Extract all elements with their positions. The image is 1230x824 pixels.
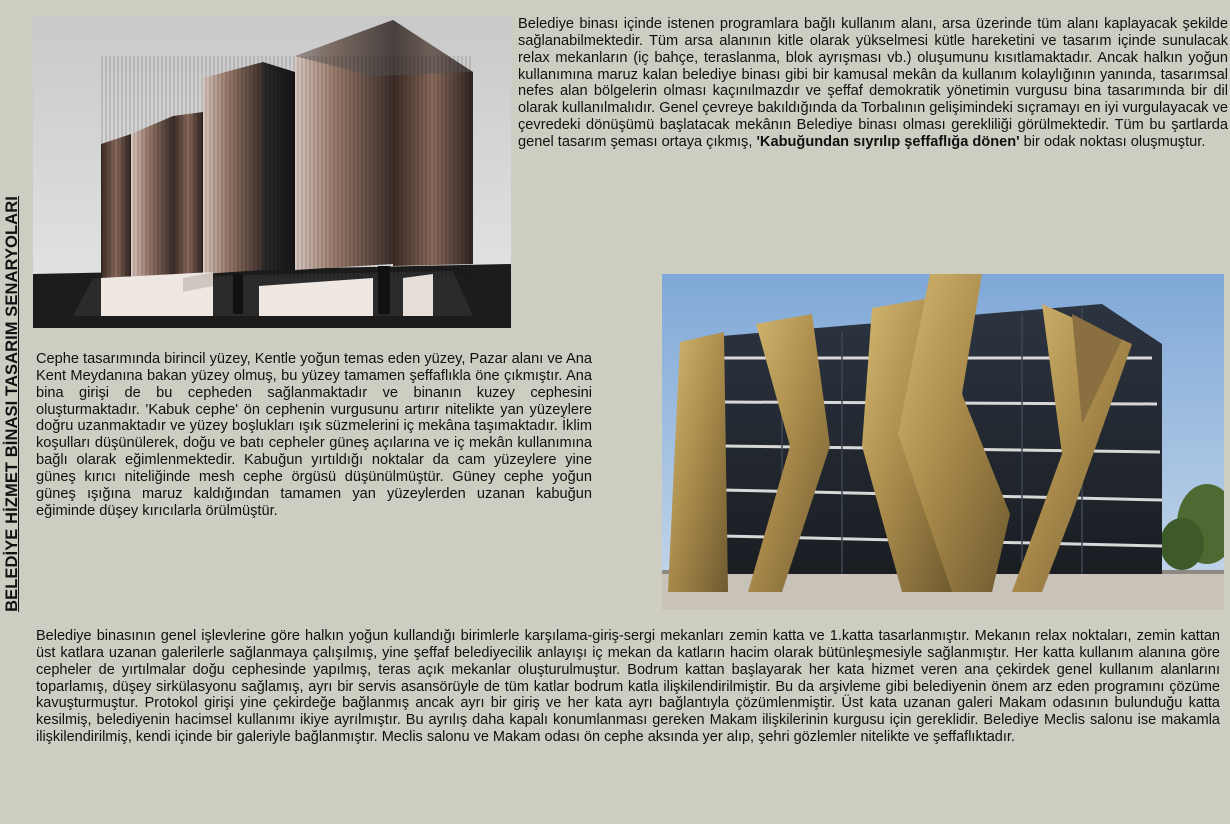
paragraph-facade-design: Cephe tasarımında birincil yüzey, Kentle yoğun temas eden yüzey, Pazar alanı ve Ana Kent Meydanına bakan yüzey olmuş, bu yüzey tamamen şeffaflıkla öne çıkmıştır. Ana bina girişi de bu cepheden sağlanmaktadır ve binanın kuzey cephesini oluşturmaktadır. 'Kabuk cephe' ön cephenin vurgusunu artırır nitelikte yan yüzeylere doğru uzanmaktadır ve yüzey boşlukları ışık süzmelerini iç mekâna taşımaktadır. İklim koşulları düşünülerek, doğu ve batı cepheler güneş açılarına ve iç mekân kullanımına bağlı olarak eğimlenmektedir. Kabuğun yırtıldığı noktalar da cam yüzeylere yine güneş kırıcı niteliğinde mesh cephe örgüsü düşünülmüştür. Güney cephe yoğun güneş ışığına maruz kaldığından tamamen yan yüzeylerden uzanan kabuğun eğiminde düşey kırıcılarla örülmüştür. (36, 351, 592, 519)
facade-render-image (662, 274, 1224, 610)
side-title: BELEDİYE HİZMET BİNASI TASARIM SENARYOLARI (3, 196, 21, 612)
paragraph-design-concept-tail: bir odak noktası oluşmuştur. (1019, 133, 1206, 150)
paragraph-design-concept-text: Belediye binası içinde istenen programlara bağlı kullanım alanı, arsa üzerinde tüm alanı kaplayacak şekilde sağlanabilmektedir. Tüm arsa alanının kitle olarak yükselmesi kütle hareketini ve tasarım içinde sunulacak relax mekanların (iç bahçe, teraslanma, blok ayrışması vb.) oluşumunu kısıtlamaktadır. Ancak halkın yoğun kullanımına maruz kalan belediye binası gibi bir kamusal mekân da kullanım kolaylığının yanında, tasarımsal nefes alan bölgelerin olması kaçınılmazdır ve şeffaf demokratik yönetimin vurgusu bina tasarımında bir dil olarak kullanılmalıdır. Genel çevreye bakıldığında da Torbalının gelişimindeki sıçramayı en iyi vurgulayacak ve çevredeki dönüşümü başlatacak mekânın Belediye binası olması gerekliliği görülmektedir. Tüm bu şartlarda genel tasarım şeması ortaya çıkmış, (518, 16, 1228, 150)
paragraph-design-concept (518, 16, 1228, 151)
concept-highlight: 'Kabuğundan sıyrılıp şeffaflığa dönen' (756, 133, 1020, 150)
paragraph-functional-layout: Belediye binasının genel işlevlerine göre halkın yoğun kullandığı birimlerle karşılama-giriş-sergi mekanları zemin katta ve 1.katta tasarlanmıştır. Mekanın relax noktaları, zemin kattan üst katlara uzanan galerilerle sağlanmaya çalışılmış, yine şeffaf belediyecilik anlayışı iç mekan da katların hacim olarak bütünleşmesiyle sağlanmıştır. Her katta kullanım alanına göre cepheler de yırtılmalar doğu cephesinde yapılmış, teras açık mekanlar oluşturulmuştur. Bodrum kattan başlayarak her kata hizmet veren ana çekirdek genel kullanım alanlarını toparlamış, düşey sirkülasyonu sağlamış, ayrı bir servis asansörüyle de tüm katlar bodrum katla ilişkilendirilmiştir. Bu da arşivleme gibi belediyenin önem arz eden programını çözüme kavuşturmuştur. Protokol girişi yine çekirdeğe bağlanmış ancak ayrı bir giriş ve her kata ayrı bağlantıyla çözümlenmiştir. Üst kata uzanan galeri Makam odasının bulunduğu katta kesilmiş, belediyenin hacimsel kullanımı ikiye ayrılmıştır. Bu ayrılış daha kapalı konumlanması gereken Makam ilişkilerinin kurgusu için gereklidir. Belediye Meclis salonu ise makamla ilişkilendirilmiş, kendi içinde bir galeriyle bağlanmıştır. Meclis salonu ve Makam odası ön cephe aksında yer alıp, şehri gözlemler nitelikte ve şeffaflıktadır. (36, 628, 1220, 746)
massing-render-image (33, 16, 511, 328)
